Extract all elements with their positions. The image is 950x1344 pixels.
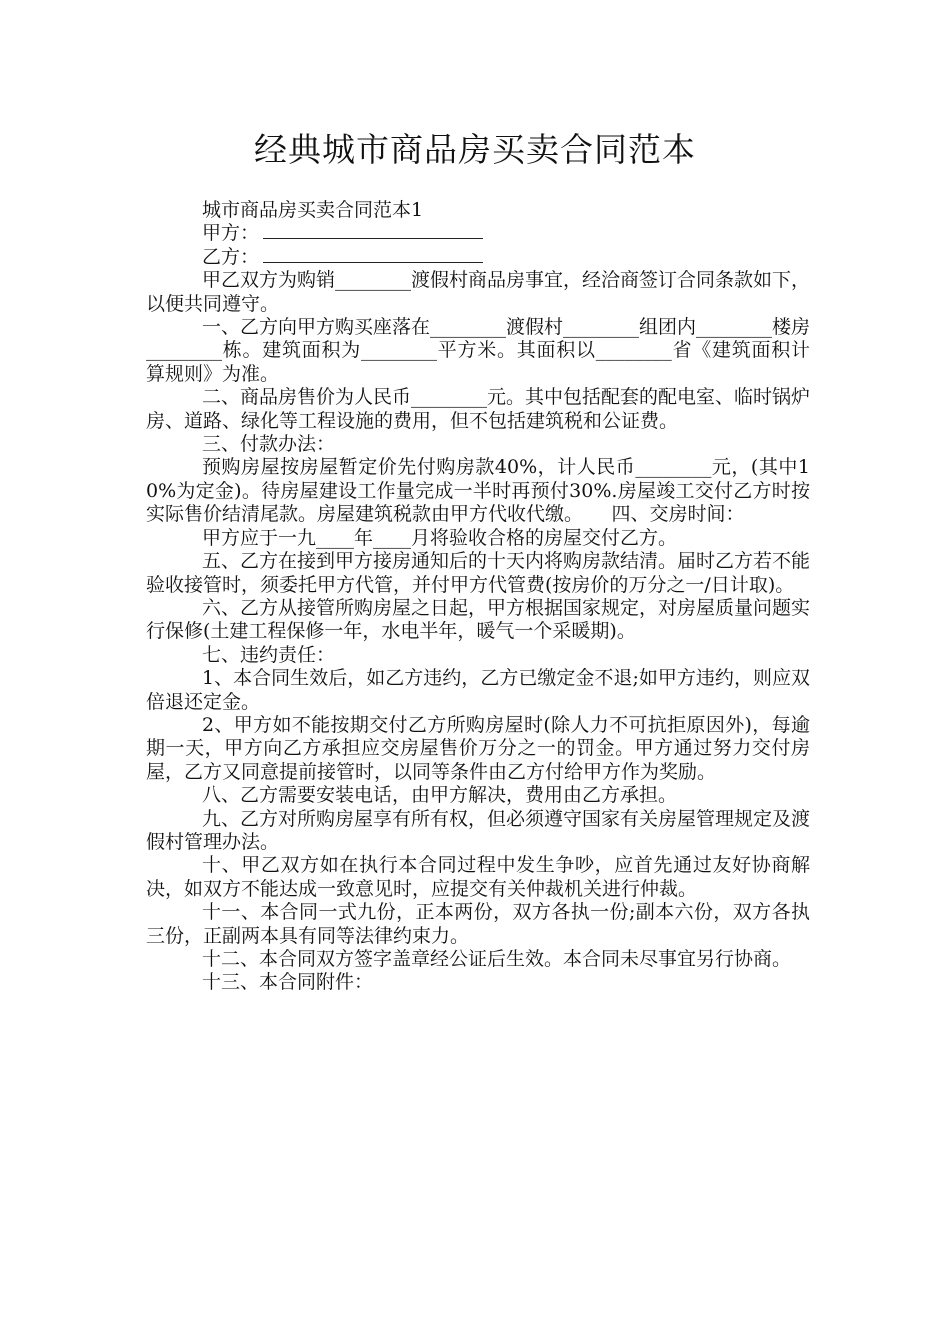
clause-2: 二、商品房售价为人民币________元。其中包括配套的配电室、临时锅炉房、道路、绿化等工程设施的费用，但不包括建筑税和公证费。 [146, 386, 811, 432]
party-a-line [146, 222, 810, 245]
clause-12: 十二、本合同双方签字盖章经公证后生效。本合同未尽事宜另行协商。 [202, 948, 792, 970]
clause-intro: 甲乙双方为购销________渡假村商品房事宜，经洽商签订合同条款如下，以便共同遵守。 [146, 269, 811, 315]
contract-heading: 城市商品房买卖合同范本1 [202, 199, 424, 221]
clause-6: 六、乙方从接管所购房屋之日起，甲方根据国家规定，对房屋质量问题实行保修(土建工程保修一年，水电半年，暖气一个采暖期)。 [146, 596, 811, 643]
clause-5: 五、乙方在接到甲方接房通知后的十天内将购房款结清。届时乙方若不能验收接管时，须委托甲方代管，并付甲方代管费(按房价的万分之一/日计取)。 [146, 550, 811, 596]
clause-1: 一、乙方向甲方购买座落在________渡假村________组团内________楼房________栋。建筑面积为________平方米。其面积以________省《建筑面积计算规则》为准。 [146, 316, 811, 385]
clause-11: 十一、本合同一式九份，正本两份，双方各执一份;副本六份，双方各执三份，正副两本具有同等法律约束力。 [146, 901, 810, 947]
party-b-label: 乙方： [202, 245, 260, 268]
clause-7-item-1: 1、本合同生效后，如乙方违约，乙方已缴定金不退;如甲方违约，则应双倍退还定金。 [146, 667, 810, 713]
clause-13: 十三、本合同附件： [202, 971, 374, 994]
party-a-label: 甲方： [202, 222, 260, 245]
clause-3-body: 预购房屋按房屋暂定价先付购房款40%，计人民币________元，(其中10%为定金)。待房屋建设工作量完成一半时再预付30%.房屋竣工交付乙方时按实际售价结清尾款。房屋建筑税款由甲方代收代缴。 四、交房时间： [146, 456, 810, 526]
clause-10: 十、甲乙双方如在执行本合同过程中发生争吵，应首先通过友好协商解决，如双方不能达成一致意见时，应提交有关仲裁机关进行仲裁。 [146, 854, 810, 900]
clause-3-heading: 三、付款办法： [202, 433, 336, 456]
party-b-blank [263, 246, 483, 263]
party-a-blank [263, 222, 483, 239]
clause-7-item-2: 2、甲方如不能按期交付乙方所购房屋时(除人力不可抗拒原因外)，每逾期一天，甲方向乙方承担应交房屋售价万分之一的罚金。甲方通过努力交付房屋，乙方又同意提前接管时，以同等条件由乙方付给甲方作为奖励。 [146, 713, 810, 783]
clause-4-body: 甲方应于一九____年____月将验收合格的房屋交付乙方。 [202, 526, 678, 549]
clause-8: 八、乙方需要安装电话，由甲方解决，费用由乙方承担。 [202, 784, 678, 807]
clause-9: 九、乙方对所购房屋享有所有权，但必须遵守国家有关房屋管理规定及渡假村管理办法。 [146, 807, 811, 853]
clause-7-heading: 七、违约责任： [202, 643, 336, 666]
document-title: 经典城市商品房买卖合同范本 [254, 130, 696, 169]
party-b-line [146, 246, 810, 269]
contract-body [146, 199, 810, 995]
